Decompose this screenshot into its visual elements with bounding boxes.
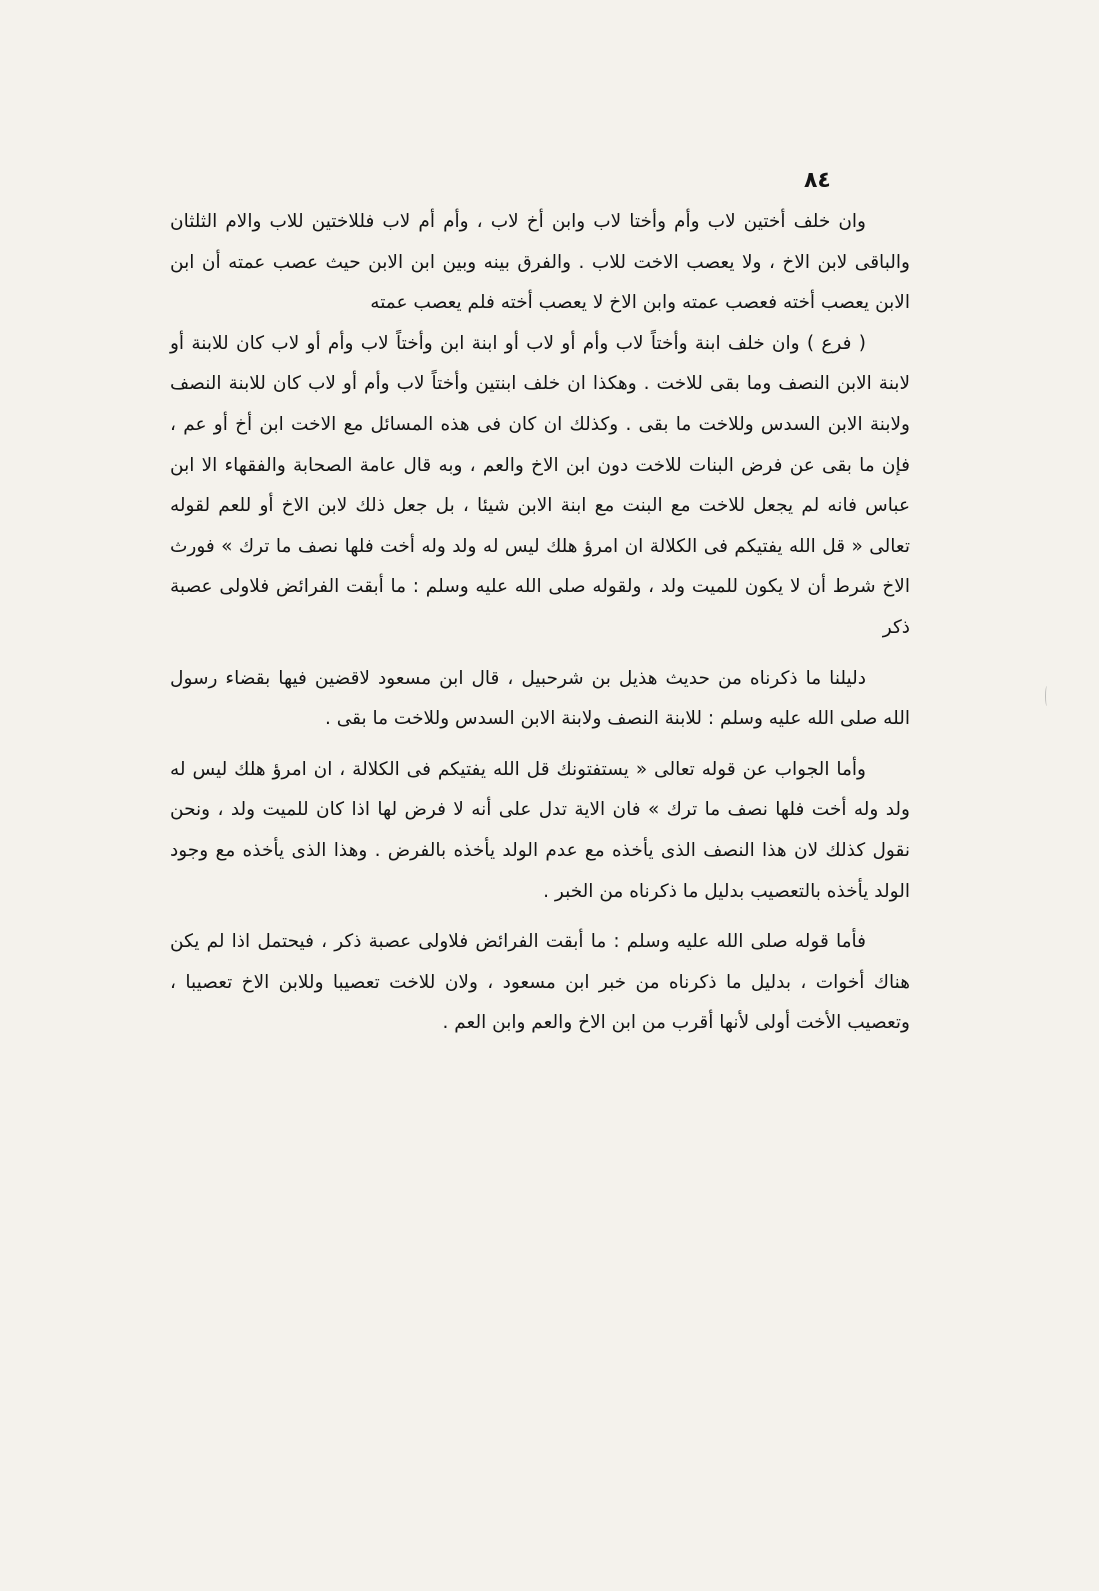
scan-edge-mark <box>1045 686 1049 706</box>
page-number: ٨٤ <box>804 168 831 193</box>
paragraph-5: فأما قوله صلى الله عليه وسلم : ما أبقت الفرائض فلاولى عصبة ذكر ، فيحتمل اذا لم يكن هناك أخوات ، بدليل ما ذكرناه من خبر ابن مسعود ، ولان للاخت تعصيبا وللابن الاخ تعصيبا ، وتعصيب الأخت أولى لأنها أقرب من ابن الاخ والعم وابن العم . <box>170 931 910 1034</box>
paragraph-2: ( فرع ) وان خلف ابنة وأختاً لاب وأم أو لاب أو ابنة ابن وأختاً لاب وأم أو لاب كان للابنة أو لابنة الابن النصف وما بقى للاخت . وهكذا ان خلف ابنتين وأختاً لاب وأم أو لاب كان للابنة النصف ولابنة الابن السدس وللاخت ما بقى . وكذلك ان كان فى هذه المسائل مع الاخت ابن أخ أو عم ، فإن ما بقى عن فرض البنات للاخت دون ابن الاخ والعم ، وبه قال عامة الصحابة والفقهاء الا ابن عباس فانه لم يجعل للاخت مع البنت مع ابنة الابن شيئا ، بل جعل ذلك لابن الاخ أو للعم لقوله تعالى « قل الله يفتيكم فى الكلالة ان امرؤ هلك ليس له ولد وله أخت فلها نصف ما ترك » فورث الاخ شرط أن لا يكون للميت ولد ، ولقوله صلى الله عليه وسلم : ما أبقت الفرائض فلاولى عصبة ذكر <box>170 332 910 638</box>
paragraph-4: وأما الجواب عن قوله تعالى « يستفتونك قل الله يفتيكم فى الكلالة ، ان امرؤ هلك ليس له ولد وله أخت فلها نصف ما ترك » فان الاية تدل على أنه لا فرض لها اذا كان للميت ولد ، ونحن نقول كذلك لان هذا النصف الذى يأخذه مع عدم الولد يأخذه بالفرض . وهذا الذى يأخذه مع وجود الولد يأخذه بالتعصيب بدليل ما ذكرناه من الخبر . <box>170 758 910 902</box>
paragraph-3: دليلنا ما ذكرناه من حديث هذيل بن شرحبيل ، قال ابن مسعود لاقضين فيها بقضاء رسول الله صلى الله عليه وسلم : للابنة النصف ولابنة الابن السدس وللاخت ما بقى . <box>170 667 910 730</box>
paragraph-1: وان خلف أختين لاب وأم وأختا لاب وابن أخ لاب ، وأم أم لاب فللاختين للاب والام الثلثان والباقى لابن الاخ ، ولا يعصب الاخت للاب . والفرق بينه وبين ابن الابن حيث عصب عمته أن ابن الابن يعصب أخته فعصب عمته وابن الاخ لا يعصب أخته فلم يعصب عمته <box>170 211 910 314</box>
body-text <box>170 202 910 1044</box>
